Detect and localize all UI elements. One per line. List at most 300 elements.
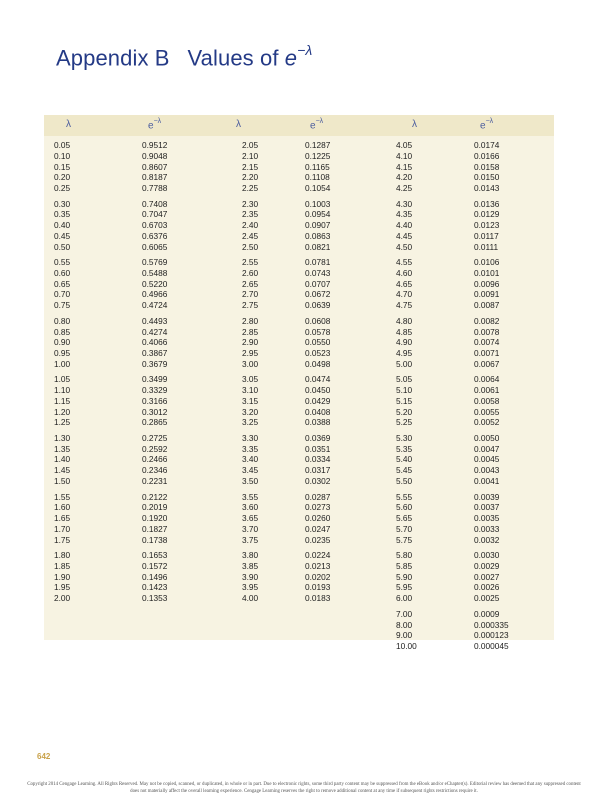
table-cell: 0.3499: [142, 374, 168, 385]
table-cell: 2.10: [242, 150, 259, 161]
page-number: 642: [37, 752, 51, 761]
table-cell: 0.4966: [142, 289, 168, 300]
table-cell: 2.75: [242, 300, 259, 311]
table-cell: 0.0058: [474, 395, 500, 406]
table-cell: 0.7408: [142, 198, 168, 209]
table-cell: 3.55: [242, 491, 259, 502]
table-cell: 1.85: [54, 560, 71, 571]
table-cell: 0.0523: [305, 348, 331, 359]
table-cell: 5.15: [396, 395, 413, 406]
table-cell: 1.25: [54, 417, 71, 428]
table-cell: 3.50: [242, 475, 259, 486]
table-cell: 3.00: [242, 358, 259, 369]
table-cell: 0.0450: [305, 385, 331, 396]
table-cell: 0.50: [54, 241, 71, 252]
table-cell: 2.35: [242, 209, 259, 220]
table-row: [44, 407, 554, 417]
table-cell: 0.7047: [142, 209, 168, 220]
table-cell: 0.25: [54, 183, 71, 193]
table-cell: 0.6703: [142, 220, 168, 231]
table-cell: 0.3166: [142, 395, 168, 406]
header-lambda-2: λ: [236, 119, 241, 130]
table-cell: 0.45: [54, 230, 71, 241]
table-cell: 4.80: [396, 315, 413, 326]
table-cell: 0.0071: [474, 348, 500, 359]
table-cell: 0.4274: [142, 326, 168, 337]
table-cell: 0.0029: [474, 560, 500, 571]
table-cell: 2.80: [242, 315, 259, 326]
table-body: [44, 140, 554, 652]
table-cell: 0.0091: [474, 289, 500, 300]
table-row: [44, 492, 554, 502]
table-cell: 0.0224: [305, 550, 331, 561]
table-cell: 5.65: [396, 513, 413, 524]
table-cell: 0.5488: [142, 267, 168, 278]
table-row: [44, 327, 554, 337]
table-row: [44, 476, 554, 486]
table-cell: 0.0150: [474, 172, 500, 183]
table-row: [44, 513, 554, 523]
table-cell: 2.40: [242, 220, 259, 231]
table-cell: 4.15: [396, 161, 413, 172]
table-cell: 0.10: [54, 150, 71, 161]
table-row: [44, 593, 554, 603]
table-cell: 0.3012: [142, 406, 168, 417]
table-cell: 0.0781: [305, 257, 331, 268]
table-cell: 5.60: [396, 502, 413, 513]
table-cell: 0.6065: [142, 241, 168, 252]
table-cell: 1.05: [54, 374, 71, 385]
table-cell: 0.0550: [305, 337, 331, 348]
table-cell: 0.0087: [474, 300, 500, 311]
table-cell: 1.30: [54, 432, 71, 443]
table-cell: 0.0474: [305, 374, 331, 385]
table-cell: 2.55: [242, 257, 259, 268]
table-cell: 1.60: [54, 502, 71, 513]
header-exp-1: $e^{-\lambda}$: [148, 118, 162, 132]
table-cell: 0.0129: [474, 209, 500, 220]
table-cell: 0.0064: [474, 374, 500, 385]
table-cell: 5.95: [396, 582, 413, 593]
table-cell: 8.00: [396, 619, 413, 630]
table-row: [44, 465, 554, 475]
table-cell: 0.0578: [305, 326, 331, 337]
table-cell: 1.65: [54, 513, 71, 524]
table-cell: 1.35: [54, 443, 71, 454]
table-cell: 0.9512: [142, 140, 168, 150]
title-symbol: e: [284, 45, 298, 71]
table-cell: 2.05: [242, 140, 259, 150]
table-cell: 0.0061: [474, 385, 500, 396]
table-cell: 1.95: [54, 582, 71, 593]
table-cell: 4.85: [396, 326, 413, 337]
table-cell: 0.2466: [142, 454, 168, 465]
table-cell: 9.00: [396, 630, 413, 641]
table-cell: 0.0166: [474, 150, 500, 161]
table-cell: 0.1920: [142, 513, 168, 524]
table-row: [44, 279, 554, 289]
table-cell: 0.0101: [474, 267, 500, 278]
table-cell: 0.0067: [474, 358, 500, 369]
table-cell: 5.90: [396, 571, 413, 582]
table-cell: 0.4066: [142, 337, 168, 348]
table-row: [44, 231, 554, 241]
table-cell: 0.5769: [142, 257, 168, 268]
table-cell: 1.00: [54, 358, 71, 369]
table-cell: 0.85: [54, 326, 71, 337]
table-row: [44, 433, 554, 443]
table-cell: 0.1054: [305, 183, 331, 193]
table-cell: 0.0287: [305, 491, 331, 502]
header-lambda-3: λ: [412, 119, 417, 130]
table-cell: 0.9048: [142, 150, 168, 161]
table-cell: 0.0055: [474, 406, 500, 417]
table-row: [44, 151, 554, 161]
table-cell: 0.1165: [305, 161, 330, 172]
table-row: [44, 359, 554, 369]
table-row: [44, 268, 554, 278]
table-cell: 3.35: [242, 443, 259, 454]
table-cell: 0.0106: [474, 257, 500, 268]
table-row: [44, 183, 554, 193]
table-cell: 0.0334: [305, 454, 331, 465]
header-exp-3: $e^{-\lambda}$: [480, 118, 494, 132]
table-cell: 0.35: [54, 209, 71, 220]
table-row: [44, 630, 554, 640]
copyright-notice: Copyright 2014 Cengage Learning. All Rights Reserved. May not be copied, scanned, or duplicated, in whole or in part. Due to electronic rights, some third party content may be suppressed from the eBook and/or eChapter(s). Editorial review has deemed that any suppressed content does not materially affect the overall learning experience. Cengage Learning reserves the right to remove additional content at any time if subsequent rights restrictions require it.: [27, 782, 581, 794]
table-cell: 0.2725: [142, 432, 168, 443]
table-cell: 4.45: [396, 230, 413, 241]
table-cell: 0.0388: [305, 417, 331, 428]
table-cell: 3.85: [242, 560, 259, 571]
table-cell: 0.7788: [142, 183, 168, 193]
table-cell: 1.20: [54, 406, 71, 417]
table-cell: 6.00: [396, 593, 413, 604]
table-cell: 0.75: [54, 300, 71, 311]
table-cell: 3.45: [242, 465, 259, 476]
header-exp-2: $e^{-\lambda}$: [310, 118, 324, 132]
table-cell: 4.95: [396, 348, 413, 359]
table-cell: 5.35: [396, 443, 413, 454]
table-cell: 0.2019: [142, 502, 168, 513]
table-cell: 5.55: [396, 491, 413, 502]
table-cell: 0.0260: [305, 513, 331, 524]
table-cell: 5.00: [396, 358, 413, 369]
table-cell: 0.0302: [305, 475, 331, 486]
table-cell: 4.20: [396, 172, 413, 183]
table-cell: 0.2592: [142, 443, 168, 454]
table-cell: 3.60: [242, 502, 259, 513]
table-cell: 0.1572: [142, 560, 168, 571]
table-cell: 0.55: [54, 257, 71, 268]
table-cell: 2.90: [242, 337, 259, 348]
table-cell: 1.40: [54, 454, 71, 465]
table-cell: 3.20: [242, 406, 259, 417]
table-cell: 0.8607: [142, 161, 168, 172]
table-cell: 0.000335: [474, 619, 509, 630]
table-cell: 3.65: [242, 513, 259, 524]
table-cell: 0.2346: [142, 465, 168, 476]
table-cell: 0.0030: [474, 550, 500, 561]
table-cell: 0.0158: [474, 161, 500, 172]
table-cell: 0.2231: [142, 475, 168, 486]
table-cell: 4.35: [396, 209, 413, 220]
title-text: Values of: [187, 45, 285, 71]
table-cell: 0.5220: [142, 278, 168, 289]
table-cell: 5.85: [396, 560, 413, 571]
table-cell: 5.20: [396, 406, 413, 417]
table-cell: 0.0078: [474, 326, 500, 337]
table-cell: 0.4724: [142, 300, 168, 311]
table-cell: 0.0213: [305, 560, 331, 571]
table-cell: 10.00: [396, 641, 417, 651]
table-cell: 2.15: [242, 161, 259, 172]
table-cell: 0.0408: [305, 406, 331, 417]
table-cell: 0.3679: [142, 358, 168, 369]
table-cell: 3.10: [242, 385, 259, 396]
table-cell: 7.00: [396, 608, 413, 619]
table-cell: 0.0045: [474, 454, 500, 465]
table-cell: 0.3329: [142, 385, 168, 396]
table-cell: 0.0863: [305, 230, 331, 241]
table-cell: 2.85: [242, 326, 259, 337]
table-cell: 0.40: [54, 220, 71, 231]
table-cell: 0.0043: [474, 465, 500, 476]
table-row: [44, 209, 554, 219]
table-cell: 0.1738: [142, 534, 168, 545]
table-cell: 5.75: [396, 534, 413, 545]
table-cell: 0.1827: [142, 523, 168, 534]
table-cell: 0.0743: [305, 267, 331, 278]
table-cell: 0.0143: [474, 183, 500, 193]
table-cell: 0.0117: [474, 230, 499, 241]
table-cell: 4.90: [396, 337, 413, 348]
table-row: [44, 199, 554, 209]
table-cell: 0.20: [54, 172, 71, 183]
table-cell: 0.000045: [474, 641, 509, 651]
table-cell: 0.0123: [474, 220, 500, 231]
table-cell: 2.00: [54, 593, 71, 604]
table-cell: 0.0273: [305, 502, 331, 513]
table-cell: 2.30: [242, 198, 259, 209]
table-cell: 0.0027: [474, 571, 500, 582]
table-cell: 1.70: [54, 523, 71, 534]
table-cell: 3.15: [242, 395, 259, 406]
table-cell: 4.05: [396, 140, 413, 150]
table-row: [44, 582, 554, 592]
table-row: [44, 550, 554, 560]
table-cell: 4.65: [396, 278, 413, 289]
table-row: [44, 257, 554, 267]
table-row: [44, 220, 554, 230]
table-cell: 0.000123: [474, 630, 509, 641]
table-cell: 3.70: [242, 523, 259, 534]
table-cell: 5.80: [396, 550, 413, 561]
table-cell: 1.10: [54, 385, 71, 396]
table-cell: 2.70: [242, 289, 259, 300]
table-cell: 4.00: [242, 593, 259, 604]
table-row: [44, 396, 554, 406]
table-cell: 0.0047: [474, 443, 500, 454]
table-cell: 4.55: [396, 257, 413, 268]
table-cell: 5.05: [396, 374, 413, 385]
table-row: [44, 374, 554, 384]
table-cell: 1.75: [54, 534, 71, 545]
table-cell: 0.0136: [474, 198, 500, 209]
table-cell: 0.0247: [305, 523, 331, 534]
table-cell: 4.60: [396, 267, 413, 278]
table-cell: 5.40: [396, 454, 413, 465]
table-cell: 3.80: [242, 550, 259, 561]
table-cell: 0.0035: [474, 513, 500, 524]
header-lambda-1: λ: [66, 119, 71, 130]
table-cell: 0.0025: [474, 593, 500, 604]
table-cell: 5.30: [396, 432, 413, 443]
table-row: [44, 348, 554, 358]
table-cell: 2.95: [242, 348, 259, 359]
table-cell: 0.65: [54, 278, 71, 289]
table-cell: 2.65: [242, 278, 259, 289]
table-cell: 0.0041: [474, 475, 500, 486]
table-cell: 0.2122: [142, 491, 168, 502]
table-cell: 0.1108: [305, 172, 330, 183]
table-cell: 0.0608: [305, 315, 331, 326]
table-cell: 0.0369: [305, 432, 331, 443]
table-cell: 4.30: [396, 198, 413, 209]
table-cell: 2.20: [242, 172, 259, 183]
table-cell: 0.0672: [305, 289, 331, 300]
table-cell: 0.1225: [305, 150, 331, 161]
table-cell: 0.1423: [142, 582, 168, 593]
table-cell: 0.1653: [142, 550, 168, 561]
table-cell: 2.50: [242, 241, 259, 252]
table-cell: 1.55: [54, 491, 71, 502]
table-cell: 0.0954: [305, 209, 331, 220]
table-cell: 2.60: [242, 267, 259, 278]
table-cell: 3.05: [242, 374, 259, 385]
table-cell: 0.3867: [142, 348, 168, 359]
table-header: [44, 115, 554, 136]
table-cell: 0.1353: [142, 593, 168, 604]
table-cell: 1.45: [54, 465, 71, 476]
table-cell: 4.75: [396, 300, 413, 311]
table-cell: 0.95: [54, 348, 71, 359]
table-cell: 0.8187: [142, 172, 168, 183]
table-cell: 0.1496: [142, 571, 168, 582]
table-cell: 3.30: [242, 432, 259, 443]
table-cell: 1.50: [54, 475, 71, 486]
table-cell: 3.95: [242, 582, 259, 593]
table-cell: 0.0429: [305, 395, 331, 406]
table-cell: 0.0082: [474, 315, 500, 326]
table-cell: 0.0193: [305, 582, 331, 593]
page-title: [56, 44, 312, 71]
table-cell: 0.1003: [305, 198, 331, 209]
table-cell: 0.2865: [142, 417, 168, 428]
table-cell: 4.40: [396, 220, 413, 231]
table-cell: 0.0821: [305, 241, 331, 252]
table-cell: 0.1287: [305, 140, 331, 150]
table-row: [44, 444, 554, 454]
table-cell: 0.0096: [474, 278, 500, 289]
table-row: [44, 385, 554, 395]
table-cell: 5.50: [396, 475, 413, 486]
table-cell: 0.15: [54, 161, 71, 172]
table-cell: 1.15: [54, 395, 71, 406]
table-cell: 0.0235: [305, 534, 331, 545]
table-cell: 0.6376: [142, 230, 168, 241]
table-row: [44, 242, 554, 252]
table-row: [44, 172, 554, 182]
table-cell: 0.0032: [474, 534, 500, 545]
table-row: [44, 561, 554, 571]
table-cell: 0.0707: [305, 278, 331, 289]
table-cell: 1.90: [54, 571, 71, 582]
table-cell: 3.75: [242, 534, 259, 545]
table-row: [44, 316, 554, 326]
table-row: [44, 140, 554, 150]
table-cell: 0.0183: [305, 593, 331, 604]
table-row: [44, 572, 554, 582]
table-cell: 5.25: [396, 417, 413, 428]
table-cell: 0.0033: [474, 523, 500, 534]
table-cell: 3.25: [242, 417, 259, 428]
table-row: [44, 289, 554, 299]
table-cell: 4.10: [396, 150, 413, 161]
table-cell: 0.4493: [142, 315, 168, 326]
values-table: [44, 115, 554, 651]
table-row: [44, 620, 554, 630]
table-cell: 0.0052: [474, 417, 500, 428]
table-cell: 0.90: [54, 337, 71, 348]
table-cell: 2.45: [242, 230, 259, 241]
table-cell: 0.60: [54, 267, 71, 278]
table-cell: 5.10: [396, 385, 413, 396]
table-cell: 0.0351: [305, 443, 331, 454]
table-cell: 0.0317: [305, 465, 331, 476]
table-cell: 0.30: [54, 198, 71, 209]
table-cell: 0.0111: [474, 241, 499, 252]
table-cell: 5.70: [396, 523, 413, 534]
table-cell: 4.70: [396, 289, 413, 300]
table-cell: 4.50: [396, 241, 413, 252]
table-cell: 0.70: [54, 289, 71, 300]
table-cell: 0.0639: [305, 300, 331, 311]
table-row: [44, 609, 554, 619]
table-cell: 0.0026: [474, 582, 500, 593]
table-cell: 0.0498: [305, 358, 331, 369]
table-row: [44, 417, 554, 427]
table-row: [44, 641, 554, 651]
table-row: [44, 300, 554, 310]
title-exponent: −λ: [297, 42, 313, 58]
table-cell: 0.0907: [305, 220, 331, 231]
table-cell: 0.05: [54, 140, 71, 150]
table-cell: 0.0050: [474, 432, 500, 443]
table-cell: 0.0074: [474, 337, 500, 348]
table-cell: 3.40: [242, 454, 259, 465]
table-cell: 0.0037: [474, 502, 500, 513]
table-cell: 5.45: [396, 465, 413, 476]
table-row: [44, 454, 554, 464]
table-row: [44, 337, 554, 347]
table-cell: 0.0174: [474, 140, 500, 150]
table-cell: 0.0039: [474, 491, 500, 502]
table-row: [44, 502, 554, 512]
table-cell: 2.25: [242, 183, 259, 193]
table-cell: 0.0202: [305, 571, 331, 582]
table-cell: 0.0009: [474, 608, 500, 619]
